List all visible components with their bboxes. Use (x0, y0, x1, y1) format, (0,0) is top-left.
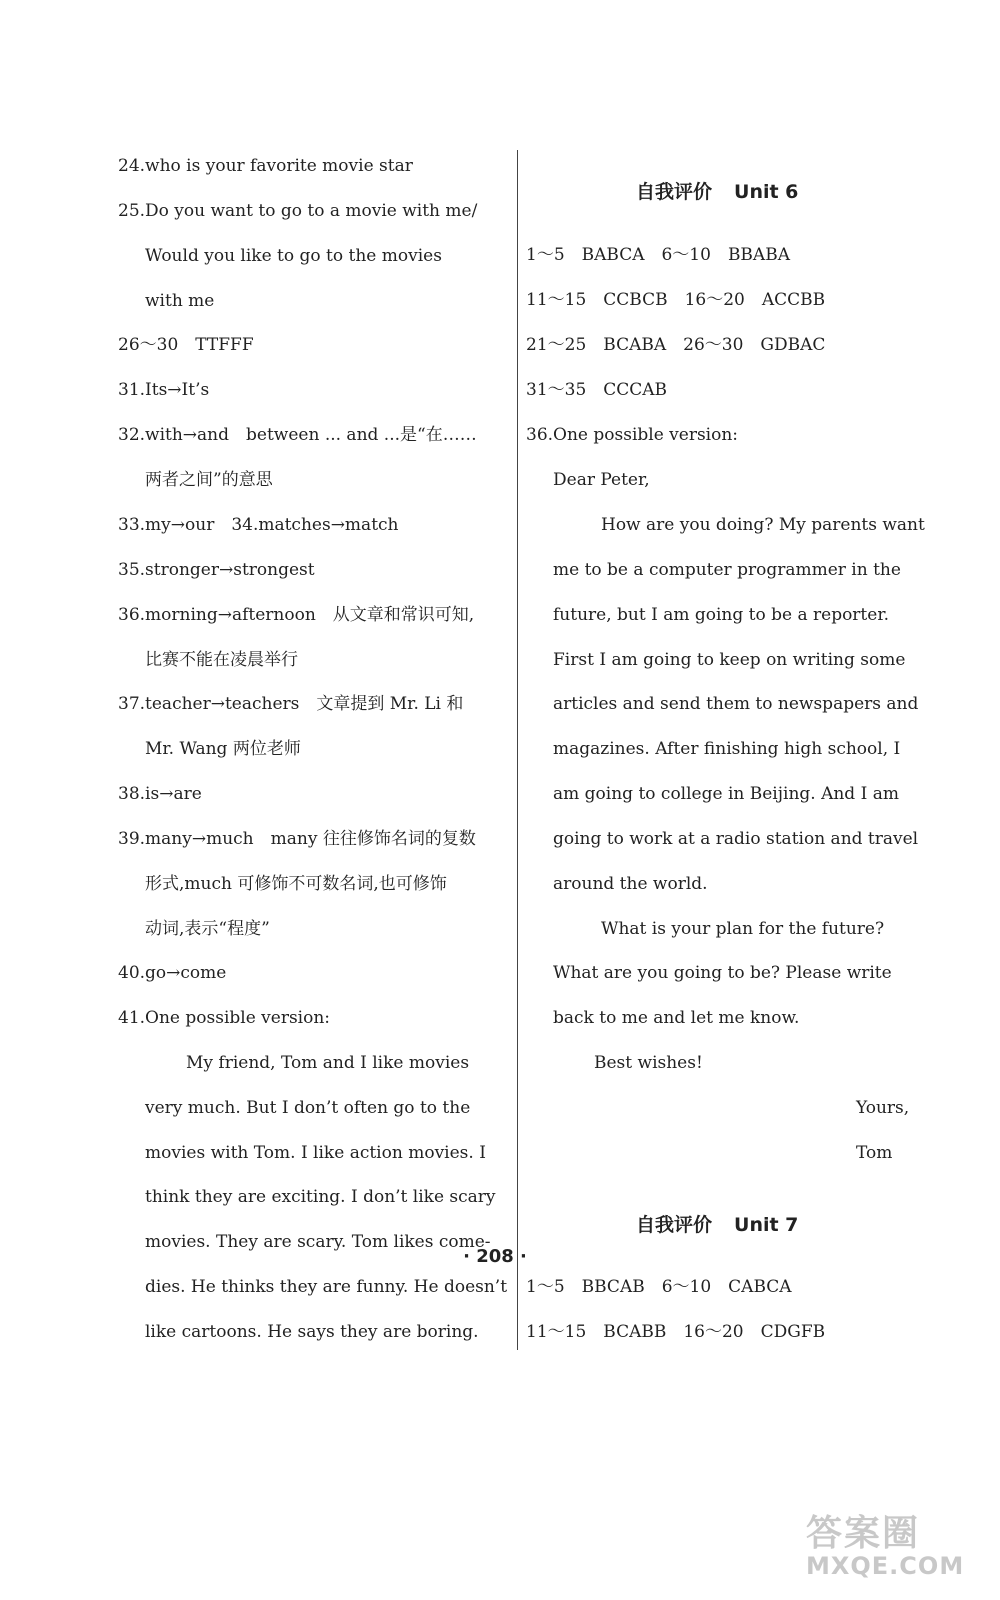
answer-26-30: 26～30 TTFFF (118, 335, 254, 355)
watermark-logo (806, 1505, 986, 1595)
letter-line: around the world. (553, 874, 708, 894)
answer-39-line3: 动词,表示“程度” (145, 919, 270, 939)
essay-line: My friend, Tom and I like movies (186, 1053, 470, 1073)
essay-line: like cartoons. He says they are boring. (145, 1322, 479, 1342)
answer-25-line3: with me (145, 291, 215, 311)
answer-24: 24.who is your favorite movie star (118, 156, 413, 176)
answer-39-line1: 39.many→much many 往往修饰名词的复数 (118, 829, 476, 849)
unit7-heading-cn: 自我评价 (636, 1214, 713, 1236)
unit6-heading (636, 177, 798, 204)
letter-line: How are you doing? My parents want (601, 515, 925, 535)
answer-35: 35.stronger→strongest (118, 560, 315, 580)
answer-38: 38.is→are (118, 784, 202, 804)
unit6-heading-cn: 自我评价 (636, 181, 713, 203)
answer-31: 31.Its→It’s (118, 380, 210, 400)
letter-sign-yours: Yours, (856, 1098, 910, 1118)
unit7-heading (636, 1210, 798, 1237)
essay-line: movies. They are scary. Tom likes come- (145, 1232, 491, 1252)
answer-37-line1: 37.teacher→teachers 文章提到 Mr. Li 和 (118, 694, 464, 714)
letter-line: future, but I am going to be a reporter. (553, 605, 889, 625)
letter-line: back to me and let me know. (553, 1008, 800, 1028)
answer-37-line2: Mr. Wang 两位老师 (145, 739, 301, 759)
letter-line: What are you going to be? Please write (553, 963, 892, 983)
unit6-heading-en: Unit 6 (734, 181, 799, 203)
watermark-bottom: MXQE.COM (806, 1552, 965, 1580)
unit6-answers-row: 31～35 CCCAB (526, 380, 668, 400)
letter-greeting: Dear Peter, (553, 470, 650, 490)
answer-39-line2: 形式,much 可修饰不可数名词,也可修饰 (145, 874, 447, 894)
page-number: · 208 · (463, 1246, 527, 1267)
essay-line: movies with Tom. I like action movies. I (145, 1143, 486, 1163)
letter-line: going to work at a radio station and travel (553, 829, 919, 849)
letter-line: magazines. After finishing high school, I (553, 739, 901, 759)
answer-41: 41.One possible version: (118, 1008, 331, 1028)
unit7-answers-row: 1～5 BBCAB 6～10 CABCA (526, 1277, 792, 1297)
watermark-top: 答案圈 (806, 1513, 921, 1554)
unit7-answers-row: 11～15 BCABB 16～20 CDGFB (526, 1322, 826, 1342)
letter-line: am going to college in Beijing. And I am (553, 784, 899, 804)
answer-33-34: 33.my→our 34.matches→match (118, 515, 399, 535)
letter-sign-name: Tom (856, 1143, 893, 1163)
answer-25-line1: 25.Do you want to go to a movie with me/ (118, 201, 478, 221)
essay-line: dies. He thinks they are funny. He doesn’t (145, 1277, 508, 1297)
essay-line: think they are exciting. I don’t like scary (145, 1187, 496, 1207)
answer-36-heading: 36.One possible version: (526, 425, 739, 445)
answer-32-line1: 32.with→and between ... and ...是“在…… (118, 425, 477, 445)
column-divider (517, 150, 518, 1350)
unit6-answers-row: 1～5 BABCA 6～10 BBABA (526, 245, 790, 265)
letter-line: What is your plan for the future? (601, 919, 885, 939)
letter-line: First I am going to keep on writing some (553, 650, 906, 670)
unit6-answers-row: 11～15 CCBCB 16～20 ACCBB (526, 290, 826, 310)
unit7-heading-en: Unit 7 (734, 1214, 799, 1236)
answer-32-line2: 两者之间”的意思 (145, 470, 273, 490)
letter-closing: Best wishes! (594, 1053, 703, 1073)
answer-40: 40.go→come (118, 963, 227, 983)
letter-line: me to be a computer programmer in the (553, 560, 901, 580)
unit6-answers-row: 21～25 BCABA 26～30 GDBAC (526, 335, 826, 355)
answer-36-line1: 36.morning→afternoon 从文章和常识可知, (118, 605, 475, 625)
answer-25-line2: Would you like to go to the movies (145, 246, 442, 266)
letter-line: articles and send them to newspapers and (553, 694, 919, 714)
essay-line: very much. But I don’t often go to the (145, 1098, 471, 1118)
answer-36-line2: 比赛不能在凌晨举行 (145, 650, 298, 670)
